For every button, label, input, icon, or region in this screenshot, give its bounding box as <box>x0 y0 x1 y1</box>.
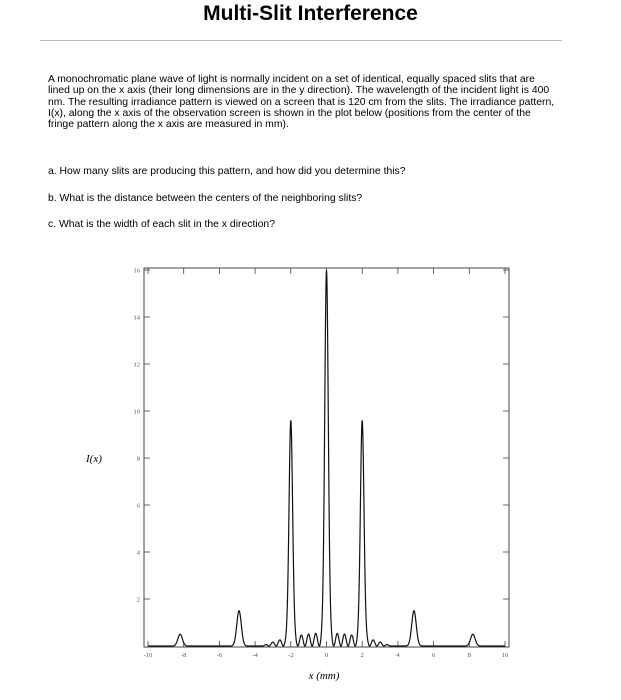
x-tick-label: 4 <box>396 652 400 659</box>
plot-ticks <box>144 268 509 647</box>
x-tick-label: -4 <box>252 652 258 659</box>
y-tick-label: 4 <box>136 549 140 557</box>
plot-frame <box>144 268 509 647</box>
x-tick-label: -6 <box>216 652 223 659</box>
x-tick-label: -2 <box>288 652 294 659</box>
y-tick-label: 10 <box>133 408 140 416</box>
x-tick-labels <box>144 652 509 659</box>
question-a: a. How many slits are producing this pattern, and how did you determine this? <box>48 166 406 177</box>
problem-statement: A monochromatic plane wave of light is normally incident on a set of identical, equally spaced slits that are lined up on the x axis (their long dimensions are in the y direction). The wavelength of the incident light is 400 nm. The resulting irradiance pattern is viewed on a screen that is 120 cm from the slits. The irradiance pattern, I(x), along the x axis of the observation screen is shown in the plot below (positions from the center of the fringe pattern along the x axis are measured in mm). <box>48 74 555 131</box>
y-tick-label: 12 <box>133 361 140 369</box>
x-tick-label: 10 <box>501 652 509 659</box>
y-tick-label: 8 <box>136 455 140 463</box>
x-tick-label: 0 <box>324 652 329 659</box>
x-tick-label: -10 <box>143 652 153 659</box>
question-c: c. What is the width of each slit in the x direction? <box>48 219 275 230</box>
x-tick-label: 2 <box>360 652 364 659</box>
irradiance-curve <box>148 270 505 646</box>
y-tick-labels <box>134 268 141 604</box>
question-b: b. What is the distance between the centers of the neighboring slits? <box>48 193 363 204</box>
page-title: Multi-Slit Interference <box>203 2 418 25</box>
x-tick-label: 8 <box>467 652 471 659</box>
x-tick-label: 6 <box>431 652 436 659</box>
y-axis-label: I(x) <box>86 453 102 465</box>
x-tick-label: -8 <box>180 652 187 659</box>
y-tick-label: 6 <box>136 502 140 510</box>
y-tick-label: 14 <box>133 314 140 322</box>
y-tick-label: 16 <box>133 267 140 275</box>
x-axis-label: x (mm) <box>308 670 340 682</box>
y-tick-label: 2 <box>136 596 140 604</box>
